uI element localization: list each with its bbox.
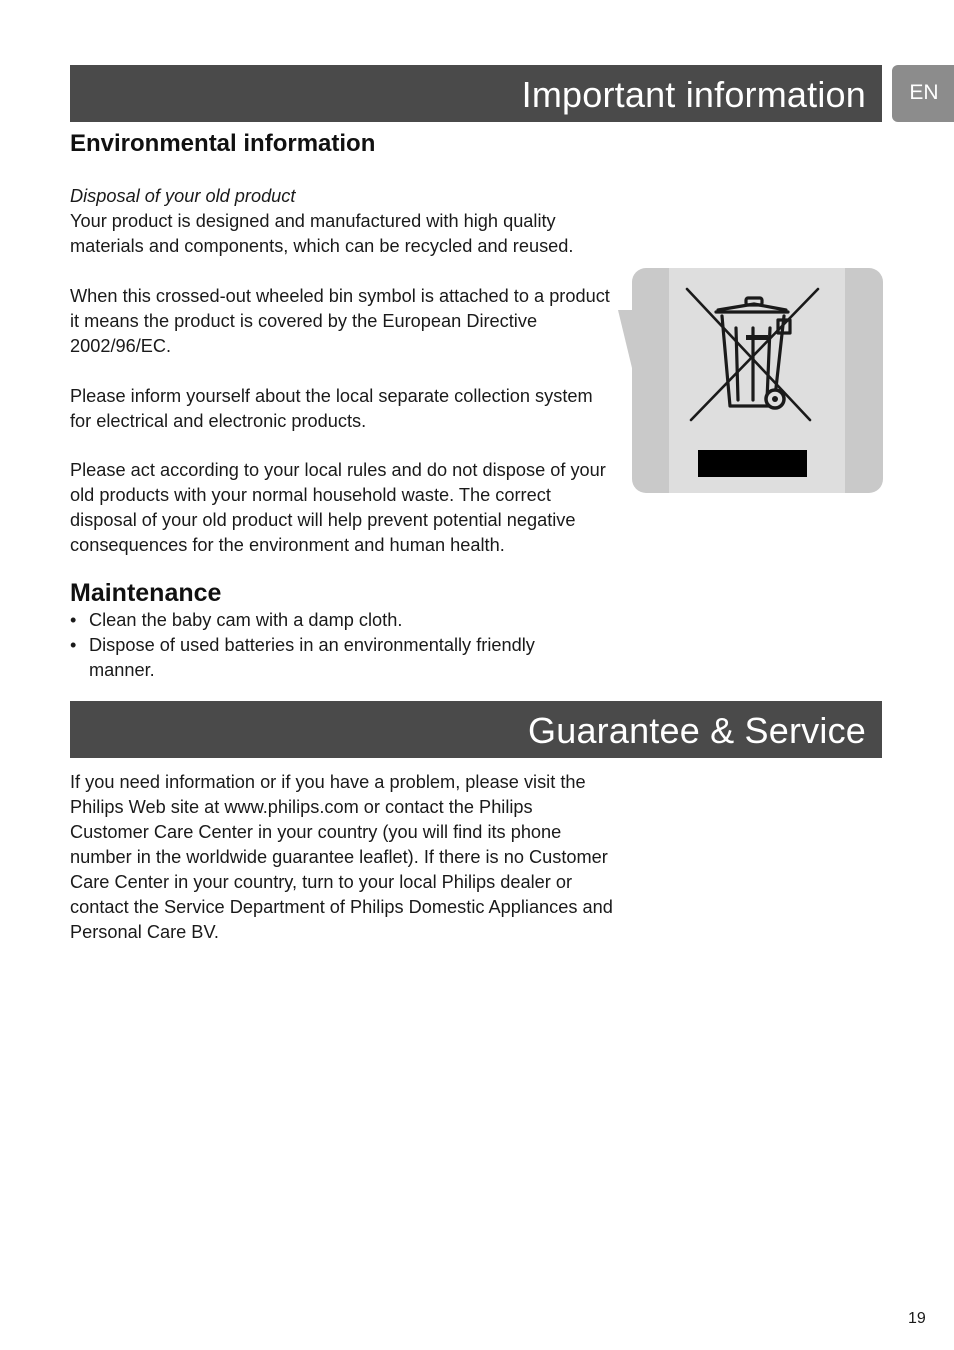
crossed-out-wheeled-bin-icon bbox=[618, 268, 884, 494]
language-code: EN bbox=[909, 81, 939, 104]
important-information-banner bbox=[70, 65, 882, 122]
list-item bbox=[70, 633, 590, 683]
bullet-glyph: • bbox=[70, 635, 77, 655]
guarantee-paragraph: If you need information or if you have a problem, please visit the Philips Web site at www.philips.com or contact the Philips Customer Care Center in your country (you will find its phone number in the worldwide guarantee leaflet). If there is no Customer Care Center in your country, turn to your local Philips dealer or contact the Service Department of Philips Domestic Appliances and Personal Care BV. bbox=[70, 772, 613, 942]
guarantee-title: Guarantee & Service bbox=[528, 710, 866, 751]
collection-system-paragraph: Please inform yourself about the local separate collection system for electrical and electronic products. bbox=[70, 386, 593, 431]
list-item-text: Dispose of used batteries in an environmentally friendly manner. bbox=[89, 635, 535, 680]
list-item-text: Clean the baby cam with a damp cloth. bbox=[89, 610, 403, 630]
weee-figure bbox=[618, 268, 884, 494]
maintenance-heading: Maintenance bbox=[70, 579, 222, 607]
maintenance-list bbox=[70, 608, 590, 683]
recycling-paragraph: Your product is designed and manufactured with high quality materials and components, which can be recycled and reused. bbox=[70, 211, 574, 256]
list-item bbox=[70, 608, 590, 633]
bullet-glyph: • bbox=[70, 610, 77, 630]
weee-symbol-paragraph: When this crossed-out wheeled bin symbol is attached to a product it means the product is covered by the European Directive 2002/96/EC. bbox=[70, 286, 610, 356]
page-section-title: Important information bbox=[521, 74, 866, 115]
disposal-rules-paragraph: Please act according to your local rules and do not dispose of your old products with your normal household waste. The correct disposal of your old product will help prevent potential negative consequences for the environment and human health. bbox=[70, 460, 606, 555]
environmental-heading: Environmental information bbox=[70, 130, 376, 157]
disposal-subheading: Disposal of your old product bbox=[70, 186, 296, 206]
page-number: 19 bbox=[908, 1310, 926, 1327]
language-tab[interactable] bbox=[892, 65, 954, 122]
guarantee-service-banner bbox=[70, 701, 882, 758]
weee-solid-bar bbox=[698, 450, 807, 477]
